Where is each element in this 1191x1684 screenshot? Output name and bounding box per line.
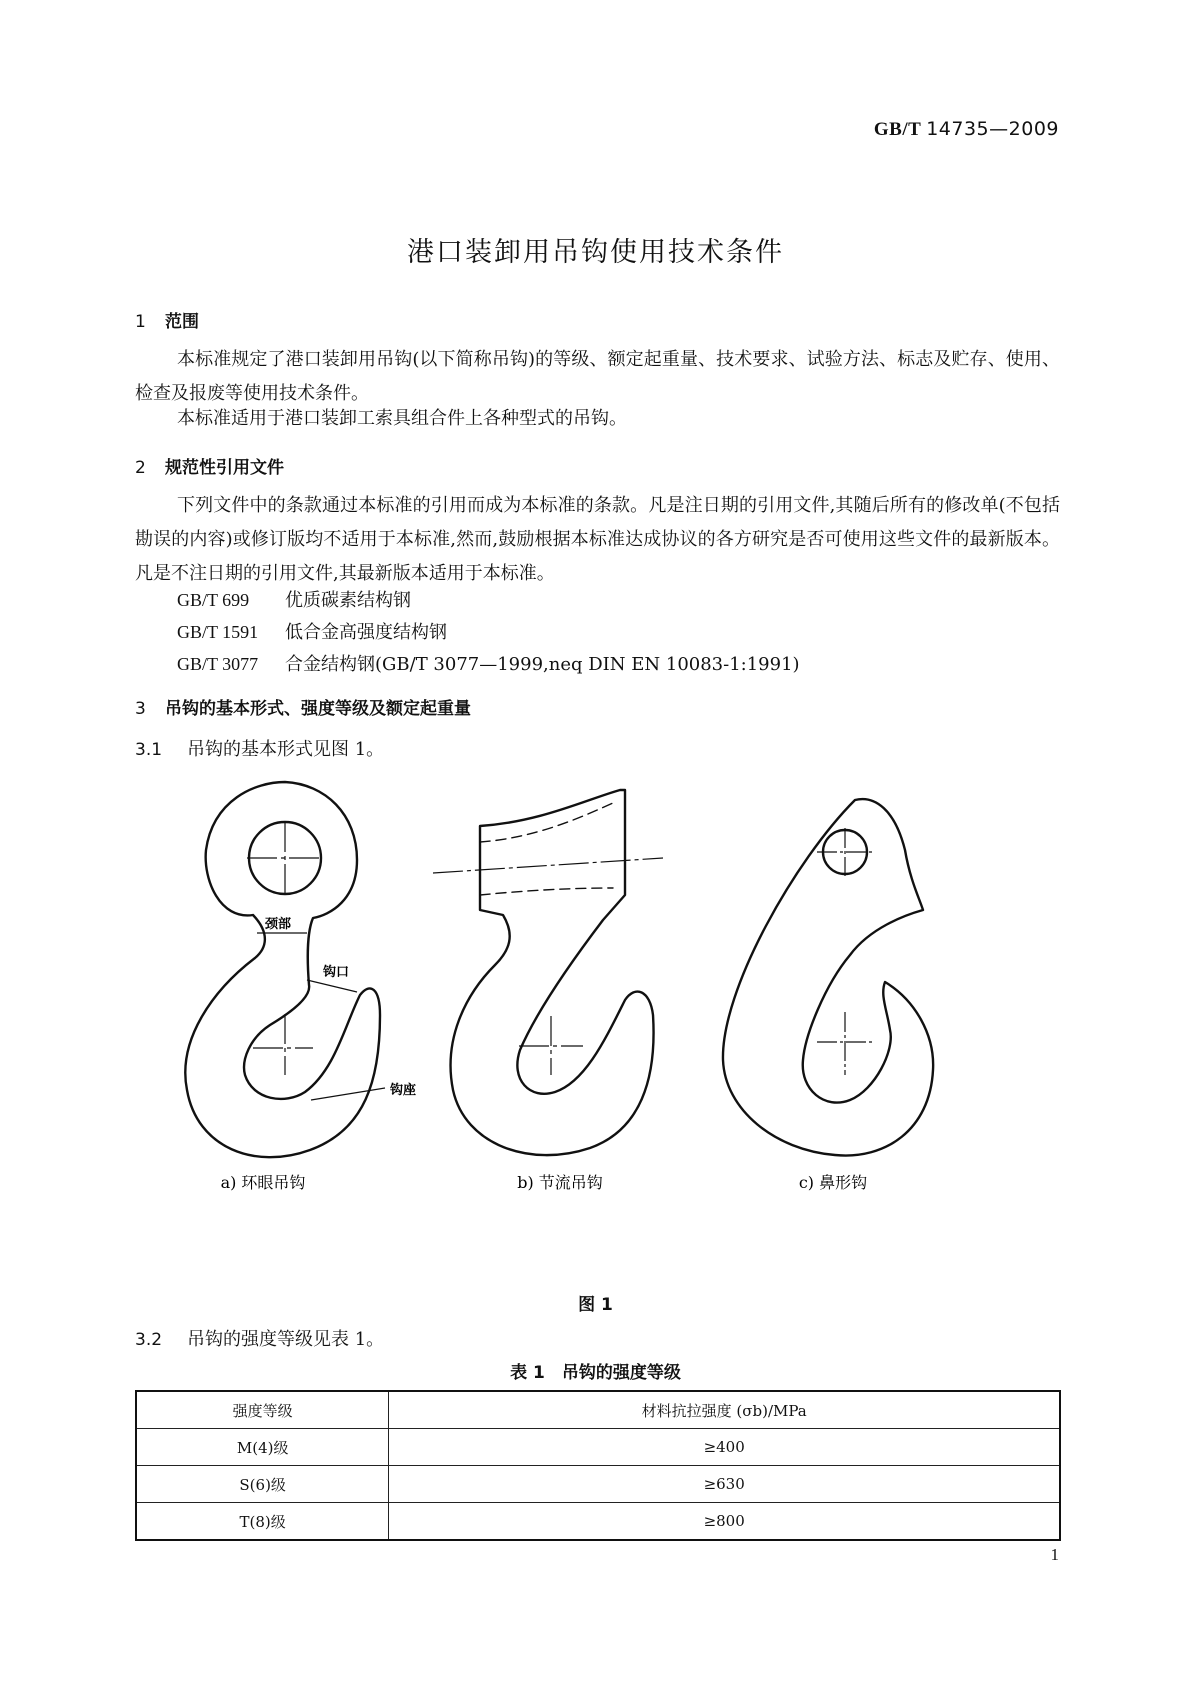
table-cell: M(4)级: [136, 1429, 389, 1466]
section-title: 范围: [165, 312, 199, 332]
reference-name: 低合金高强度结构钢: [285, 622, 447, 643]
section-2-heading: [135, 453, 284, 478]
page-number: 1: [1050, 1545, 1059, 1564]
section-number: 2: [135, 458, 146, 478]
clause-3-2: [135, 1325, 384, 1351]
table-cell: ≥630: [389, 1466, 1060, 1503]
eye-hook-outline: [185, 782, 380, 1157]
section-1-paragraph-1: 本标准规定了港口装卸用吊钩(以下简称吊钩)的等级、额定起重量、技术要求、试验方法、标志及贮存、使用、检查及报废等使用技术条件。: [135, 349, 1060, 404]
throttle-hidden-line: [480, 888, 613, 895]
clause-number: 3.1: [135, 740, 163, 760]
figure-caption-b: b) 节流吊钩: [517, 1173, 603, 1192]
clause-number: 3.2: [135, 1330, 163, 1350]
figure-caption-a: a) 环眼吊钩: [220, 1173, 306, 1192]
table-cell: S(6)级: [136, 1466, 389, 1503]
clause-text: 吊钩的基本形式见图 1。: [187, 739, 385, 760]
neck-label: 颈部: [265, 917, 292, 932]
reference-item: [177, 586, 411, 612]
reference-item: [177, 618, 447, 644]
reference-code: GB/T 699: [177, 590, 250, 610]
table-cell: T(8)级: [136, 1503, 389, 1541]
section-3-heading: [135, 694, 471, 719]
reference-name: 合金结构钢(GB/T 3077—1999,neq DIN EN 10083-1:1991): [285, 654, 800, 675]
table-title: 表 1 吊钩的强度等级: [510, 1363, 681, 1383]
reference-code: GB/T 1591: [177, 622, 259, 642]
section-number: 3: [135, 699, 146, 719]
section-number: 1: [135, 312, 146, 332]
throttle-hook-outline: [451, 790, 654, 1155]
throttle-hook-drawing: [451, 790, 654, 1155]
table-cell: ≥800: [389, 1503, 1060, 1541]
standard-prefix: GB/T: [873, 119, 921, 140]
table-row: [136, 1429, 1060, 1466]
mouth-label: 钩口: [323, 965, 350, 980]
standard-number: 14735—2009: [926, 118, 1059, 140]
figure-1-hooks: [135, 770, 1060, 1250]
section-title: 规范性引用文件: [165, 458, 284, 478]
table-header-cell: 强度等级: [136, 1391, 389, 1429]
section-1-paragraph-2: 本标准适用于港口装卸工索具组合件上各种型式的吊钩。: [177, 408, 627, 429]
reference-name: 优质碳素结构钢: [285, 590, 411, 611]
standard-code: [874, 118, 1059, 141]
document-title: 港口装卸用吊钩使用技术条件: [407, 237, 784, 268]
reference-code: GB/T 3077: [177, 654, 259, 674]
table-row: [136, 1466, 1060, 1503]
table-cell: ≥400: [389, 1429, 1060, 1466]
strength-grade-table: [135, 1390, 1061, 1541]
table-row: [136, 1503, 1060, 1541]
table-header-cell: 材料抗拉强度 (σb)/MPa: [389, 1391, 1060, 1429]
seat-label: 钩座: [390, 1083, 417, 1098]
section-2-paragraph: 下列文件中的条款通过本标准的引用而成为本标准的条款。凡是注日期的引用文件,其随后所有的修改单(不包括勘误的内容)或修订版均不适用于本标准,然而,鼓励根据本标准达成协议的各方研究是否可使用这些文件的最新版本。凡是不注日期的引用文件,其最新版本适用于本标准。: [135, 495, 1060, 584]
table-header-row: [136, 1391, 1060, 1429]
throttle-hidden-line: [480, 802, 615, 842]
section-title: 吊钩的基本形式、强度等级及额定起重量: [165, 699, 471, 719]
eye-hook-drawing: [185, 782, 380, 1157]
figure-caption-c: c) 鼻形钩: [798, 1173, 868, 1192]
reference-item: [177, 650, 800, 676]
figure-title: 图 1: [578, 1295, 613, 1315]
section-1-heading: [135, 307, 199, 332]
clause-text: 吊钩的强度等级见表 1。: [187, 1329, 385, 1350]
clause-3-1: [135, 735, 384, 761]
